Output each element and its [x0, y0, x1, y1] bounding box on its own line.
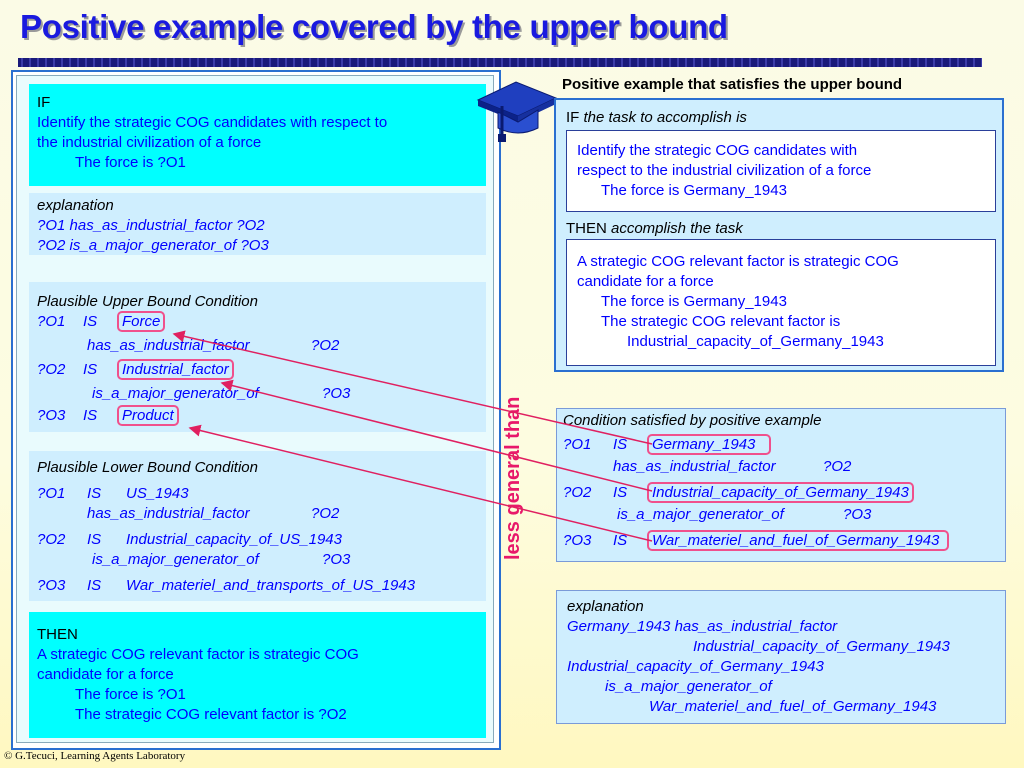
explanation-line: Industrial_capacity_of_Germany_1943 — [567, 658, 824, 675]
then-line: The force is Germany_1943 — [601, 293, 787, 310]
rule-explanation-heading: explanation — [37, 197, 114, 214]
page-title: Positive example covered by the upper bound — [20, 8, 728, 45]
example-title: Positive example that satisfies the upper bound — [562, 76, 903, 93]
rule-then-line: The force is ?O1 — [75, 686, 186, 703]
lower-bound-heading: Plausible Lower Bound Condition — [37, 459, 258, 476]
explanation-line: is_a_major_generator_of — [605, 678, 772, 695]
var-label: ?O2 — [37, 531, 66, 548]
then-line: Industrial_capacity_of_Germany_1943 — [627, 333, 884, 350]
then-line: candidate for a force — [577, 273, 714, 290]
less-general-label: less general than — [502, 396, 524, 560]
var-label: ?O2 — [37, 361, 66, 378]
connector-o3 — [190, 428, 652, 541]
relation-label: is_a_major_generator_of — [617, 506, 784, 523]
var-label: ?O2 — [563, 484, 592, 501]
is-label: IS — [613, 532, 628, 549]
relation-label: has_as_industrial_factor — [87, 337, 250, 354]
var-label: ?O2 — [823, 458, 852, 475]
var-label: ?O3 — [37, 407, 66, 424]
rule-if-line: The force is ?O1 — [75, 154, 186, 171]
lower-o3-value: War_materiel_and_transports_of_US_1943 — [126, 577, 416, 594]
then-keyword: THEN — [566, 220, 611, 237]
is-label: IS — [87, 577, 102, 594]
var-label: ?O1 — [563, 436, 592, 453]
condition-heading: Condition satisfied by positive example — [563, 412, 822, 429]
is-label: IS — [83, 313, 98, 330]
relation-label: is_a_major_generator_of — [92, 551, 259, 568]
cond-o3-value: War_materiel_and_fuel_of_Germany_1943 — [647, 530, 949, 551]
upper-o1-value: Force — [117, 311, 165, 332]
explanation-heading: explanation — [567, 598, 644, 615]
explanation-line: Germany_1943 has_as_industrial_factor — [567, 618, 838, 635]
is-label: IS — [87, 485, 102, 502]
var-label: ?O3 — [843, 506, 872, 523]
then-phrase: accomplish the task — [611, 220, 743, 237]
then-line: A strategic COG relevant factor is strategic COG — [577, 253, 899, 270]
var-label: ?O3 — [322, 551, 351, 568]
var-label: ?O1 — [37, 485, 66, 502]
rule-then-line: A strategic COG relevant factor is strategic COG — [37, 646, 359, 663]
lower-o2-value: Industrial_capacity_of_US_1943 — [126, 531, 342, 548]
is-label: IS — [83, 361, 98, 378]
rule-if-line: the industrial civilization of a force — [37, 134, 262, 151]
rule-then-heading: THEN — [37, 626, 78, 643]
rule-explanation-line: ?O1 has_as_industrial_factor ?O2 — [37, 217, 265, 234]
lower-o1-value: US_1943 — [126, 485, 189, 502]
upper-bound-heading: Plausible Upper Bound Condition — [37, 293, 258, 310]
is-label: IS — [613, 436, 628, 453]
var-label: ?O2 — [311, 337, 340, 354]
if-keyword: IF — [566, 109, 584, 126]
is-label: IS — [83, 407, 98, 424]
footer-credit: © G.Tecuci, Learning Agents Laboratory — [4, 750, 186, 762]
var-label: ?O3 — [37, 577, 66, 594]
explanation-line: Industrial_capacity_of_Germany_1943 — [693, 638, 950, 655]
task-line: The force is Germany_1943 — [601, 182, 787, 199]
cond-o2-value: Industrial_capacity_of_Germany_1943 — [647, 482, 914, 503]
is-label: IS — [613, 484, 628, 501]
var-label: ?O2 — [311, 505, 340, 522]
rule-then-line: The strategic COG relevant factor is ?O2 — [75, 706, 347, 723]
relation-label: is_a_major_generator_of — [92, 385, 259, 402]
var-label: ?O3 — [563, 532, 592, 549]
connector-o2 — [222, 383, 652, 491]
task-line: Identify the strategic COG candidates with — [577, 142, 858, 159]
explanation-line: War_materiel_and_fuel_of_Germany_1943 — [649, 698, 937, 715]
var-label: ?O3 — [322, 385, 351, 402]
cond-o1-value: Germany_1943 — [647, 434, 771, 455]
upper-o2-value: Industrial_factor — [117, 359, 234, 380]
then-line: The strategic COG relevant factor is — [601, 313, 841, 330]
relation-label: has_as_industrial_factor — [87, 505, 250, 522]
rule-if-line: Identify the strategic COG candidates with respect to — [37, 114, 388, 131]
var-label: ?O1 — [37, 313, 66, 330]
upper-o3-value: Product — [117, 405, 179, 426]
if-phrase: the task to accomplish is — [583, 109, 747, 126]
rule-explanation-line: ?O2 is_a_major_generator_of ?O3 — [37, 237, 269, 254]
rule-if-heading: IF — [37, 94, 51, 111]
rule-then-line: candidate for a force — [37, 666, 174, 683]
relation-label: has_as_industrial_factor — [613, 458, 776, 475]
is-label: IS — [87, 531, 102, 548]
task-line: respect to the industrial civilization of a force — [577, 162, 872, 179]
